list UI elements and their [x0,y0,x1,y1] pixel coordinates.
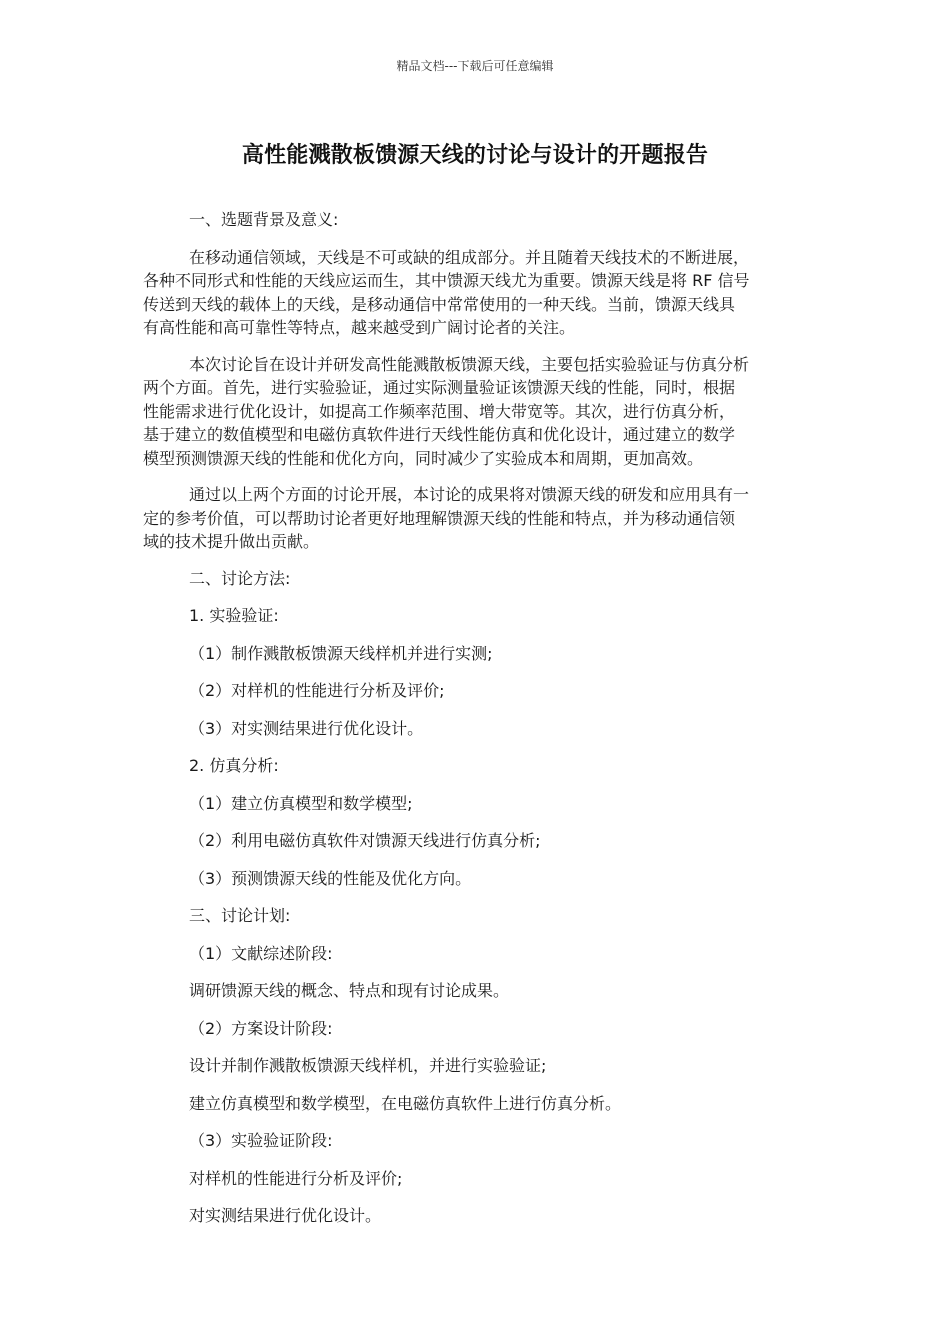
method1-item: （1）制作溅散板馈源天线样机并进行实测; [189,643,493,663]
stage3-line: 对样机的性能进行分析及评价; [189,1168,403,1188]
stage2-heading: （2）方案设计阶段: [189,1018,333,1038]
document-title: 高性能溅散板馈源天线的讨论与设计的开题报告 [241,143,709,168]
text-line: 有高性能和高可靠性等特点，越来越受到广阔讨论者的关注。 [143,318,576,337]
text-line: 通过以上两个方面的讨论开展，本讨论的成果将对馈源天线的研发和应用具有一 [189,485,750,504]
section2-heading: 二、讨论方法: [189,568,291,588]
text-line: 在移动通信领域，天线是不可或缺的组成部分。并且随着天线技术的不断进展， [189,247,750,267]
text-line: 性能需求进行优化设计，如提高工作频率范围、增大带宽等。其次，进行仿真分析， [143,401,736,421]
section1-paragraph-1 [143,246,806,340]
stage2-line: 建立仿真模型和数学模型，在电磁仿真软件上进行仿真分析。 [189,1093,622,1113]
section1-heading: 一、选题背景及意义: [189,210,339,229]
method2-heading: 2. 仿真分析: [189,756,279,775]
method1-item: （2）对样机的性能进行分析及评价; [189,681,445,700]
method1-item: （3）对实测结果进行优化设计。 [189,718,424,738]
text-line: 本次讨论旨在设计并研发高性能溅散板馈源天线，主要包括实验验证与仿真分析 [189,354,750,374]
stage1-line: 调研馈源天线的概念、特点和现有讨论成果。 [189,981,510,1000]
section1-paragraph-2 [143,353,806,471]
method2-item: （1）建立仿真模型和数学模型; [189,793,413,813]
text-line: 基于建立的数值模型和电磁仿真软件进行天线性能仿真和优化设计，通过建立的数学 [143,425,736,444]
stage2-line: 设计并制作溅散板馈源天线样机，并进行实验验证; [189,1056,547,1075]
section1-paragraph-3 [143,483,806,554]
text-line: 域的技术提升做出贡献。 [143,532,320,551]
method1-heading: 1. 实验验证: [189,606,279,625]
header-note: 精品文档---下载后可任意编辑 [396,59,554,73]
stage1-heading: （1）文献综述阶段: [189,943,333,963]
document-body [143,208,806,1242]
stage3-heading: （3）实验验证阶段: [189,1131,333,1150]
stage3-line: 对实测结果进行优化设计。 [189,1206,382,1225]
section3-heading: 三、讨论计划: [189,906,291,925]
text-line: 传送到天线的载体上的天线，是移动通信中常常使用的一种天线。当前，馈源天线具 [143,294,736,314]
text-line: 定的参考价值，可以帮助讨论者更好地理解馈源天线的性能和特点，并为移动通信领 [143,508,736,528]
text-line: 两个方面。首先，进行实验验证，通过实际测量验证该馈源天线的性能，同时，根据 [143,378,736,397]
text-line: 模型预测馈源天线的性能和优化方向，同时减少了实验成本和周期，更加高效。 [143,448,704,468]
method2-item: （3）预测馈源天线的性能及优化方向。 [189,868,472,888]
text-line: 各种不同形式和性能的天线应运而生，其中馈源天线尤为重要。馈源天线是将 RF 信号 [143,271,750,290]
method2-item: （2）利用电磁仿真软件对馈源天线进行仿真分析; [189,831,541,850]
